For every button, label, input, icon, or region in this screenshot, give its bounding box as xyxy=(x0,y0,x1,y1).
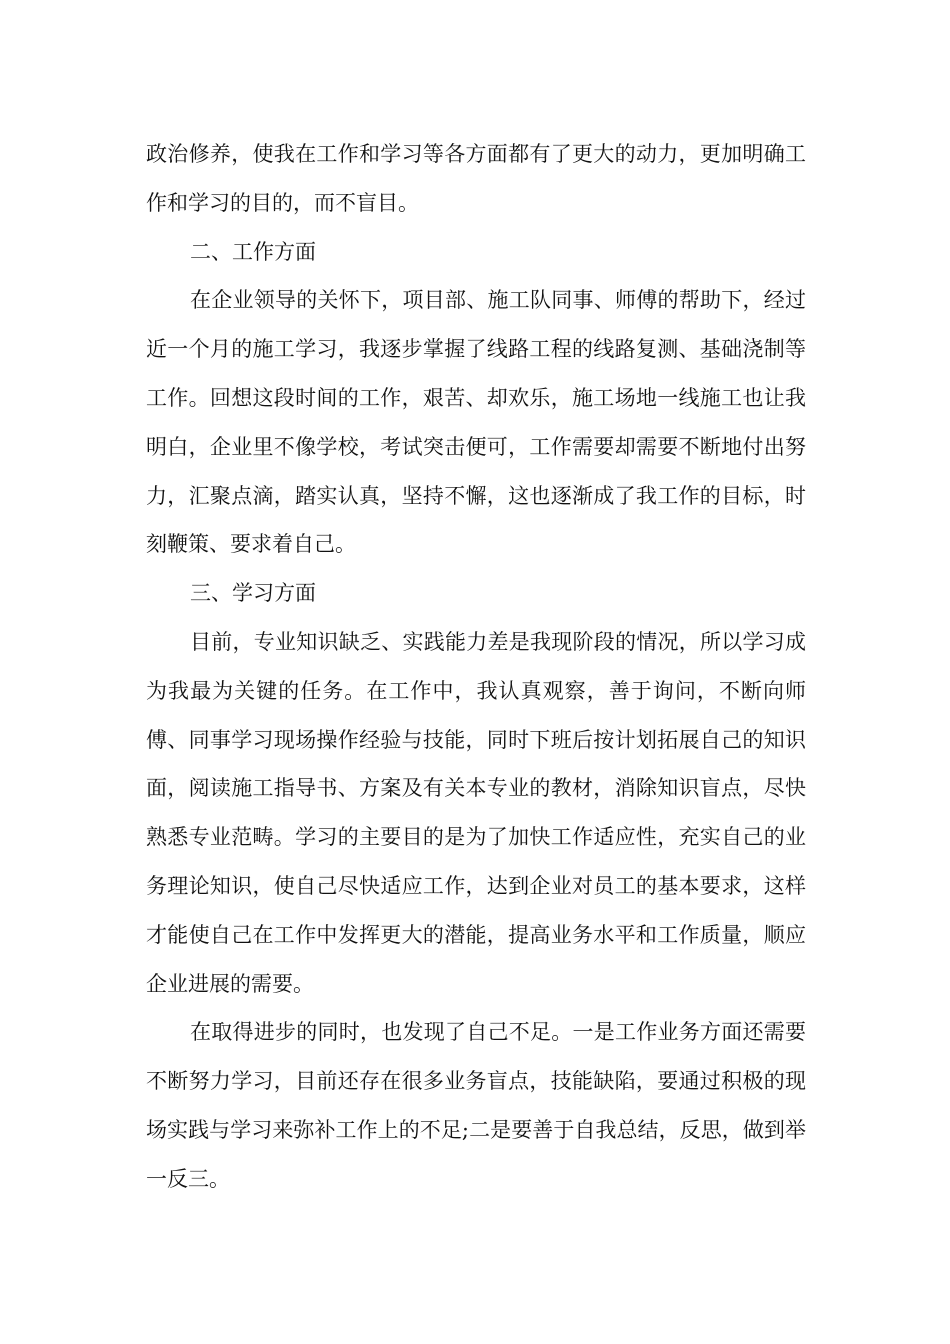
section-heading-work: 二、工作方面 xyxy=(190,239,316,264)
paragraph-work: 在企业领导的关怀下，项目部、施工队同事、师傅的帮助下，经过近一个月的施工学习，我逐步掌握了线路工程的线路复测、基础浇制等工作。回想这段时间的工作，艰苦、却欢乐，施工场地一线施工也让我明白，企业里不像学校，考试突击便可，工作需要却需要不断地付出努力，汇聚点滴，踏实认真，坚持不懈，这也逐渐成了我工作的目标，时刻鞭策、要求着自己。 xyxy=(146,288,806,557)
paragraph-continuation: 政治修养，使我在工作和学习等各方面都有了更大的动力，更加明确工作和学习的目的，而不盲目。 xyxy=(146,142,806,215)
paragraph-shortcomings: 在取得进步的同时，也发现了自己不足。一是工作业务方面还需要不断努力学习，目前还存在很多业务盲点，技能缺陷，要通过积极的现场实践与学习来弥补工作上的不足;二是要善于自我总结，反思，做到举一反三。 xyxy=(146,1020,806,1191)
section-heading-study: 三、学习方面 xyxy=(190,581,316,606)
paragraph-study: 目前，专业知识缺乏、实践能力差是我现阶段的情况，所以学习成为我最为关键的任务。在工作中，我认真观察，善于询问，不断向师傅、同事学习现场操作经验与技能，同时下班后按计划拓展自己的知识面，阅读施工指导书、方案及有关本专业的教材，消除知识盲点，尽快熟悉专业范畴。学习的主要目的是为了加快工作适应性，充实自己的业务理论知识，使自己尽快适应工作，达到企业对员工的基本要求，这样才能使自己在工作中发挥更大的潜能，提高业务水平和工作质量，顺应企业进展的需要。 xyxy=(146,629,806,996)
document-body xyxy=(146,130,806,1204)
